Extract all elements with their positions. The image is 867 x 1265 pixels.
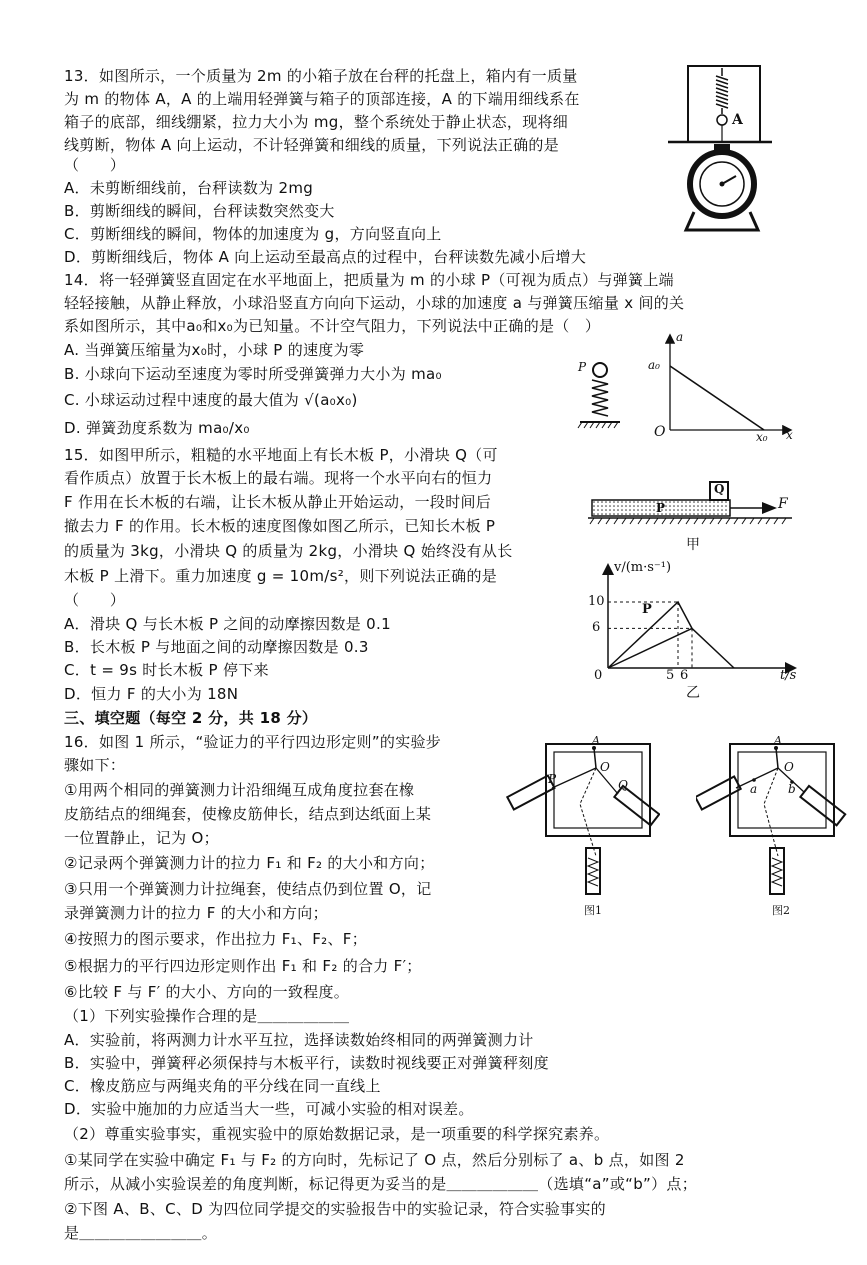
q16-step-2: ②记录两个弹簧测力计的拉力 F₁ 和 F₂ 的大小和方向； (64, 854, 435, 872)
q16-fig1-label-p: P (548, 772, 557, 786)
q16-step-3-line-1: ③只用一个弹簧测力计拉绳套，使结点仍到位置 O，记 (64, 880, 432, 898)
q15-option-a: A．滑块 Q 与长木板 P 之间的动摩擦因数是 0.1 (64, 615, 391, 633)
q16-part-2: （2）尊重实验事实，重视实验中的原始数据记录，是一项重要的科学探究素养。 (64, 1125, 610, 1143)
q13-option-d: D．剪断细线后，物体 A 向上运动至最高点的过程中，台秤读数先减小后增大 (64, 248, 587, 266)
q15-graph-y-axis: v/(m·s⁻¹) (614, 560, 672, 575)
q16-part-1-option-b: B．实验中，弹簧秤必须保持与木板平行，读数时视线要正对弹簧秤刻度 (64, 1054, 549, 1072)
q15-block-label: Q (714, 482, 725, 496)
q13-line-1: 13．如图所示，一个质量为 2m 的小箱子放在台秤的托盘上，箱内有一质量 (64, 67, 578, 85)
q15-line-5: 的质量为 3kg，小滑块 Q 的质量为 2kg，小滑块 Q 始终没有从长 (64, 542, 513, 560)
q15-board-label: P (656, 501, 666, 515)
q14-line-2: 轻轻接触，从静止释放，小球沿竖直方向向下运动，小球的加速度 a 与弹簧压缩量 x 间的关 (64, 294, 685, 312)
q16-figure-1 (500, 734, 660, 918)
q15-graph-board-label: P (642, 602, 652, 617)
q14-x-tick-label: x₀ (756, 430, 768, 444)
q15-line-7: （ ） (64, 591, 126, 609)
q15-velocity-graph (584, 560, 806, 700)
q16-step-6: ⑥比较 F 与 F′ 的大小、方向的一致程度。 (64, 983, 350, 1001)
q16-step-1-line-1: ①用两个相同的弹簧测力计沿细绳互成角度拉套在橡 (64, 781, 415, 799)
q14-option-b: B. 小球向下运动至速度为零时所受弹簧弹力大小为 ma₀ (64, 365, 442, 383)
q15-option-b: B．长木板 P 与地面之间的动摩擦因数是 0.3 (64, 638, 369, 656)
q16-part-2-2-line-1: ②下图 A、B、C、D 为四位同学提交的实验报告中的实验记录，符合实验事实的 (64, 1200, 606, 1218)
q15-line-3: F 作用在长木板的右端，让长木板从静止开始运动，一段时间后 (64, 493, 492, 511)
q15-line-1: 15．如图甲所示，粗糙的水平地面上有长木板 P，小滑块 Q（可 (64, 446, 498, 464)
q14-option-a: A. 当弹簧压缩量为x₀时，小球 P 的速度为零 (64, 341, 365, 359)
q14-y-tick-label: a₀ (648, 358, 660, 372)
q15-graph-x-axis: t/s (780, 668, 797, 683)
q16-part-1-option-c: C．橡皮筋应与两绳夹角的平分线在同一直线上 (64, 1077, 381, 1095)
q16-fig2-label-a-cap: A (774, 734, 782, 747)
q15-option-c: C．t = 9s 时长木板 P 停下来 (64, 661, 269, 679)
q16-intro-1: 16．如图 1 所示，“验证力的平行四边形定则”的实验步 (64, 733, 442, 751)
q15-line-6: 木板 P 上滑下。重力加速度 g = 10m/s²，则下列说法正确的是 (64, 567, 498, 585)
q14-y-axis-label: a (676, 330, 684, 344)
q15-caption-yi: 乙 (686, 685, 700, 701)
q15-caption-jia: 甲 (686, 537, 700, 553)
q13-line-4: 线剪断，物体 A 向上运动，不计轻弹簧和细线的质量，下列说法正确的是 (64, 136, 560, 154)
q16-fig2-label-o: O (784, 760, 794, 774)
q15-graph-x-tick-5: 5 (666, 668, 675, 683)
q16-step-4: ④按照力的图示要求，作出拉力 F₁、F₂、F； (64, 930, 368, 948)
q16-part-2-1-line-2: 所示，从减小实验误差的角度判断，标记得更为妥当的是＿＿＿＿＿＿（选填“a”或“b”）点； (64, 1175, 698, 1193)
q16-part-2-1-line-1: ①某同学在实验中确定 F₁ 与 F₂ 的方向时，先标记了 O 点，然后分别标了 a、b 点，如图 2 (64, 1151, 685, 1169)
q14-ball-label: P (578, 360, 587, 374)
q16-step-5: ⑤根据力的平行四边形定则作出 F₁ 和 F₂ 的合力 F′； (64, 957, 422, 975)
q15-line-4: 撤去力 F 的作用。长木板的速度图像如图乙所示，已知长木板 P (64, 517, 496, 535)
q16-part-1-option-d: D．实验中施加的力应适当大一些，可减小实验的相对误差。 (64, 1100, 474, 1118)
q13-option-c: C．剪断细线的瞬间，物体的加速度为 g，方向竖直向上 (64, 225, 442, 243)
q16-fig1-label-o: O (600, 760, 610, 774)
q16-figure-2 (696, 734, 856, 918)
q14-option-d: D. 弹簧劲度系数为 ma₀/x₀ (64, 419, 250, 437)
section-3-heading: 三、填空题（每空 2 分，共 18 分） (64, 709, 318, 727)
q16-fig1-caption: 图1 (584, 904, 602, 917)
q13-line-2: 为 m 的物体 A，A 的上端用轻弹簧与箱子的顶部连接，A 的下端用细线系在 (64, 90, 580, 108)
q15-graph-y-tick-10: 10 (588, 594, 605, 609)
q14-spring-figure (574, 360, 624, 432)
q14-option-c: C. 小球运动过程中速度的最大值为 √(a₀x₀) (64, 391, 358, 409)
q13-figure-label-a: A (732, 112, 743, 128)
q13-option-a: A．未剪断细线前，台秤读数为 2mg (64, 179, 314, 197)
q14-x-axis-label: x (786, 428, 793, 442)
q15-force-label: F (778, 496, 788, 512)
q15-option-d: D．恒力 F 的大小为 18N (64, 685, 239, 703)
q13-line-5: （ ） (64, 156, 126, 174)
q16-fig1-label-q: Q (618, 778, 628, 792)
q15-line-2: 看作质点）放置于长木板上的最右端。现将一个水平向右的恒力 (64, 469, 493, 487)
q14-line-1: 14．将一轻弹簧竖直固定在水平地面上，把质量为 m 的小球 P（可视为质点）与弹簧上端 (64, 271, 674, 289)
q16-fig2-label-a: a (750, 782, 758, 796)
q13-figure-box-scale (660, 62, 780, 262)
q15-graph-x-tick-6: 6 (680, 668, 689, 683)
q13-option-b: B．剪断细线的瞬间，台秤读数突然变大 (64, 202, 335, 220)
q16-part-1: （1）下列实验操作合理的是＿＿＿＿＿＿ (64, 1007, 350, 1025)
q16-part-1-option-a: A．实验前，将两测力计水平互拉，选择读数始终相同的两弹簧测力计 (64, 1031, 534, 1049)
q16-fig2-label-b: b (788, 782, 796, 796)
q15-graph-y-tick-6: 6 (592, 620, 601, 635)
q15-figure-jia (588, 476, 800, 556)
q14-ax-graph (640, 330, 800, 445)
q16-part-2-2-line-2: 是＿＿＿＿＿＿＿＿。 (64, 1224, 218, 1242)
q15-graph-series-1 (608, 602, 734, 668)
q14-line-3: 系如图所示，其中a₀和x₀为已知量。不计空气阻力，下列说法中正确的是（ ） (64, 317, 601, 335)
q13-line-3: 箱子的底部，细线绷紧，拉力大小为 mg，整个系统处于静止状态，现将细 (64, 113, 569, 131)
q16-step-1-line-2: 皮筋结点的细绳套，使橡皮筋伸长，结点到达纸面上某 (64, 805, 432, 823)
q16-step-1-line-3: 一位置静止，记为 O； (64, 829, 219, 847)
q16-fig1-label-a: A (592, 734, 600, 747)
q15-graph-origin: 0 (594, 668, 603, 683)
q16-step-3-line-2: 录弹簧测力计的拉力 F 的大小和方向； (64, 904, 328, 922)
q16-intro-2: 骤如下： (64, 756, 126, 774)
q14-graph-line (670, 366, 764, 430)
q15-graph-series-2 (608, 628, 692, 668)
q14-origin-label: O (654, 424, 666, 440)
q16-fig2-caption: 图2 (772, 904, 790, 917)
